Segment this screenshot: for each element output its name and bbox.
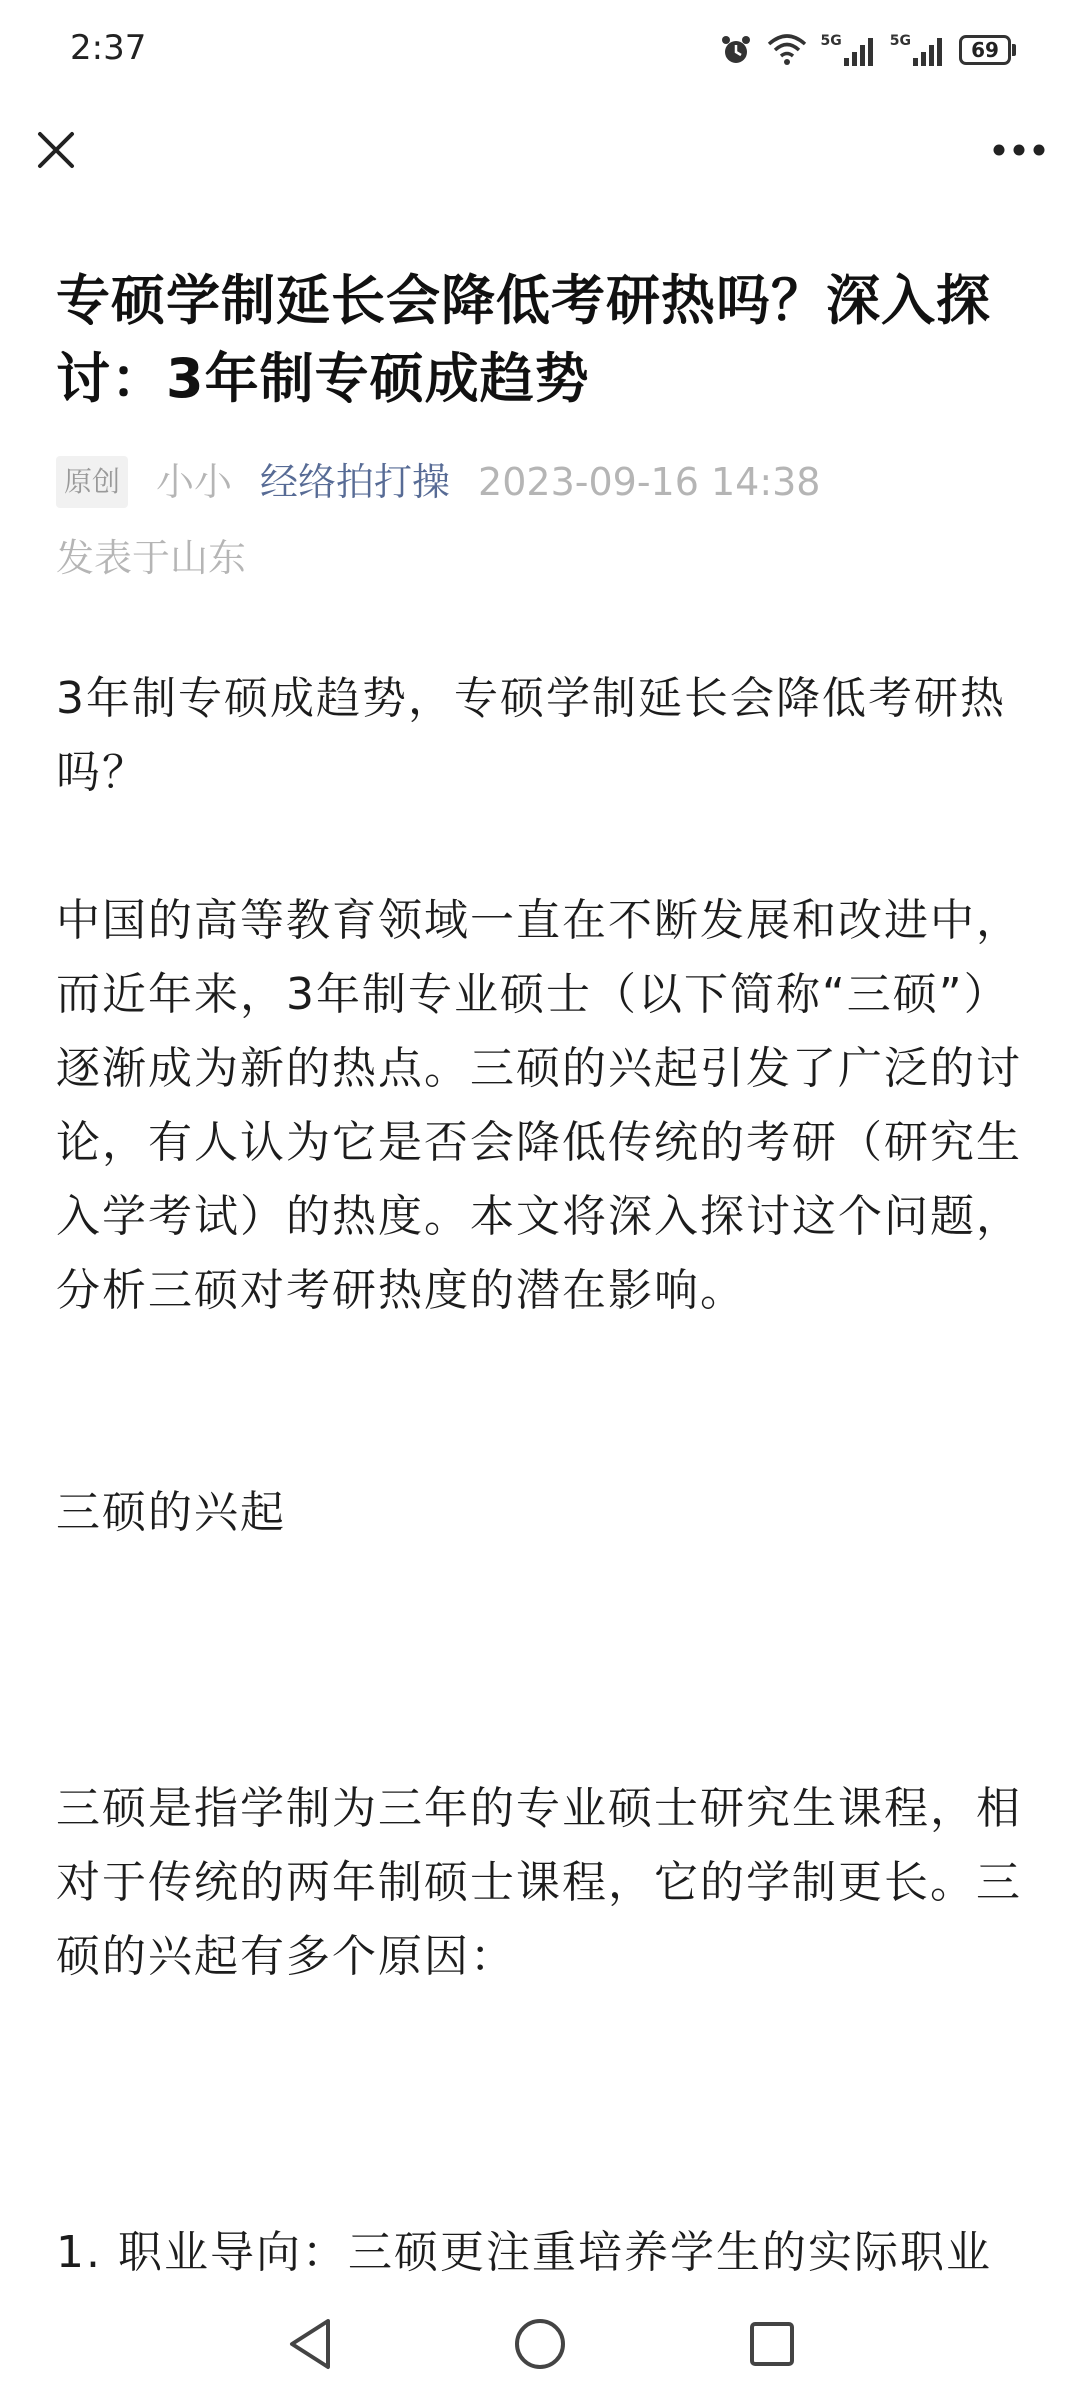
article-title: 专硕学制延长会降低考研热吗？深入探讨：3年制专硕成趋势: [56, 269, 991, 410]
back-icon: [286, 2317, 334, 2371]
more-options-button[interactable]: [984, 122, 1054, 178]
signal-icon-sim2: [890, 34, 945, 66]
close-icon: [34, 128, 78, 172]
account-link[interactable]: 经络拍打操: [260, 460, 451, 504]
home-button[interactable]: [508, 2312, 572, 2376]
wifi-icon: [767, 34, 807, 66]
top-nav-bar: [0, 100, 1080, 200]
status-time: 2:37: [70, 28, 147, 68]
battery-level: 69: [959, 35, 1011, 65]
network-type-label: 5G: [820, 33, 842, 49]
paragraph: 3年制专硕成趋势，专硕学制延长会降低考研热吗？: [56, 673, 1006, 798]
author-name: 小小: [156, 460, 233, 504]
network-type-label: 5G: [889, 33, 911, 49]
publish-location: 发表于山东: [56, 536, 247, 580]
back-button[interactable]: [278, 2312, 342, 2376]
paragraph: 1. 职业导向：三硕更注重培养学生的实际职业: [56, 2227, 992, 2278]
article: [56, 262, 1028, 2290]
signal-icon-sim1: [821, 34, 876, 66]
article-body: [56, 662, 1028, 2290]
recent-apps-button[interactable]: [740, 2312, 804, 2376]
paragraph: 三硕是指学制为三年的专业硕士研究生课程，相对于传统的两年制硕士课程，它的学制更长。三硕的兴起有多个原因：: [56, 1783, 1022, 1982]
status-icons: [719, 30, 1016, 70]
original-badge: 原创: [56, 456, 128, 508]
more-icon: [992, 143, 1046, 157]
publish-date: 2023-09-16 14:38: [478, 460, 821, 504]
status-bar: [0, 0, 1080, 100]
article-meta: [56, 454, 1028, 586]
paragraph: 中国的高等教育领域一直在不断发展和改进中，而近年来，3年制专业硕士（以下简称“三硕”）逐渐成为新的热点。三硕的兴起引发了广泛的讨论，有人认为它是否会降低传统的考研（研究生入学考试）的热度。本文将深入探讨这个问题，分析三硕对考研热度的潜在影响。: [56, 895, 1022, 1316]
section-heading: 三硕的兴起: [56, 1487, 286, 1538]
battery-icon: [959, 35, 1016, 65]
system-nav-bar: [0, 2290, 1080, 2400]
meta-row: [56, 454, 1028, 510]
alarm-icon: [719, 33, 753, 67]
close-button[interactable]: [28, 122, 84, 178]
recent-apps-icon: [748, 2320, 796, 2368]
home-icon: [512, 2316, 568, 2372]
battery-tip: [1012, 44, 1016, 56]
